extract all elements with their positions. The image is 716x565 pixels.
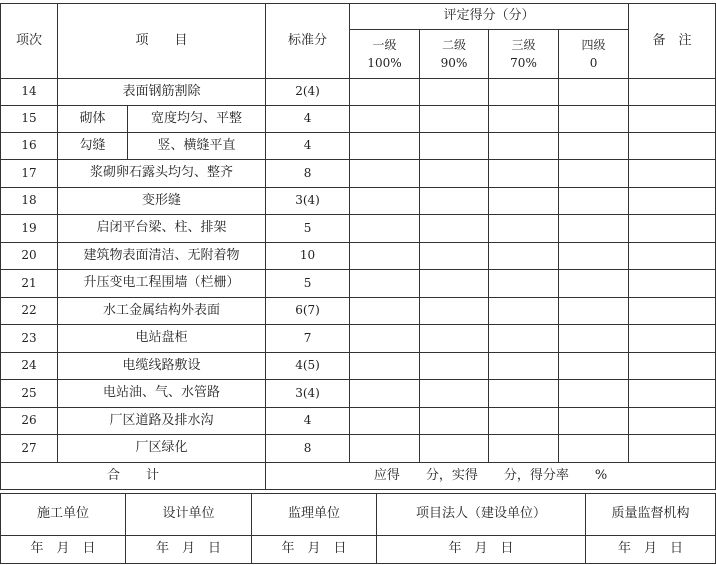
- score-cell-grade-3: [489, 408, 559, 435]
- header-index: 项次: [1, 4, 58, 79]
- remark-cell: [629, 298, 716, 325]
- score-cell-grade-4: [559, 133, 629, 160]
- row-standard-score: 3(4): [266, 380, 350, 408]
- grade-2-pct: 90%: [440, 56, 468, 70]
- unit-project-owner: 项目法人（建设单位）: [377, 494, 586, 536]
- score-cell-grade-2: [420, 325, 489, 353]
- row-index: 24: [1, 353, 58, 380]
- table-row: [1, 215, 716, 243]
- header-row-1: [1, 4, 716, 30]
- score-cell-grade-2: [420, 160, 489, 188]
- grade-3-header: [489, 30, 559, 79]
- score-cell-grade-1: [350, 215, 420, 243]
- date-supervision: 年 月 日: [252, 536, 377, 564]
- score-cell-grade-4: [559, 270, 629, 298]
- score-cell-grade-2: [420, 408, 489, 435]
- row-index: 14: [1, 79, 58, 106]
- score-cell-grade-4: [559, 353, 629, 380]
- grade-3-pct: 70%: [510, 56, 537, 70]
- score-cell-grade-3: [489, 435, 559, 463]
- score-cell-grade-1: [350, 160, 420, 188]
- row-standard-score: 4: [266, 408, 350, 435]
- score-table: [0, 3, 716, 490]
- row-item: 变形缝: [58, 188, 266, 215]
- header-score-group: 评定得分（分）: [350, 4, 629, 30]
- remark-cell: [629, 133, 716, 160]
- score-cell-grade-2: [420, 298, 489, 325]
- score-cell-grade-4: [559, 325, 629, 353]
- signature-table: [0, 493, 716, 564]
- table-row: [1, 298, 716, 325]
- remark-cell: [629, 106, 716, 133]
- signature-units-row: [1, 494, 716, 536]
- score-cell-grade-2: [420, 270, 489, 298]
- row-index: 19: [1, 215, 58, 243]
- row-item: 建筑物表面清洁、无附着物: [58, 243, 266, 270]
- score-cell-grade-4: [559, 243, 629, 270]
- table-row: [1, 408, 716, 435]
- score-cell-grade-2: [420, 243, 489, 270]
- row-index: 25: [1, 380, 58, 408]
- score-cell-grade-1: [350, 188, 420, 215]
- score-cell-grade-1: [350, 79, 420, 106]
- remark-cell: [629, 160, 716, 188]
- row-index: 22: [1, 298, 58, 325]
- header-standard-score: 标准分: [266, 4, 350, 79]
- header-remark: 备 注: [629, 4, 716, 79]
- table-row: [1, 160, 716, 188]
- total-label: 合 计: [1, 463, 266, 490]
- grade-4-pct: 0: [589, 56, 598, 70]
- score-cell-grade-3: [489, 188, 559, 215]
- row-item: 厂区道路及排水沟: [58, 408, 266, 435]
- score-cell-grade-4: [559, 435, 629, 463]
- row-item: 水工金属结构外表面: [58, 298, 266, 325]
- score-cell-grade-3: [489, 215, 559, 243]
- row-index: 26: [1, 408, 58, 435]
- score-cell-grade-2: [420, 353, 489, 380]
- row-standard-score: 6(7): [266, 298, 350, 325]
- score-cell-grade-2: [420, 380, 489, 408]
- row-group: 砌体: [58, 106, 128, 133]
- row-item: 电站油、气、水管路: [58, 380, 266, 408]
- total-row: [1, 463, 716, 490]
- row-group: 勾缝: [58, 133, 128, 160]
- grade-1-name: 一级: [372, 38, 397, 52]
- row-item: 升压变电工程围墙（栏栅）: [58, 270, 266, 298]
- unit-quality-supervision: 质量监督机构: [586, 494, 716, 536]
- table-row: [1, 79, 716, 106]
- row-index: 23: [1, 325, 58, 353]
- header-item: 项 目: [58, 4, 266, 79]
- row-item: 浆砌卵石露头均匀、整齐: [58, 160, 266, 188]
- score-cell-grade-2: [420, 133, 489, 160]
- date-construction: 年 月 日: [1, 536, 126, 564]
- total-summary: 应得 分，实得 分，得分率 %: [266, 463, 716, 490]
- row-standard-score: 5: [266, 215, 350, 243]
- remark-cell: [629, 188, 716, 215]
- row-index: 17: [1, 160, 58, 188]
- row-item: 电站盘柜: [58, 325, 266, 353]
- row-standard-score: 4: [266, 133, 350, 160]
- score-cell-grade-3: [489, 380, 559, 408]
- remark-cell: [629, 408, 716, 435]
- signature-dates-row: [1, 536, 716, 564]
- table-row: [1, 353, 716, 380]
- row-standard-score: 4(5): [266, 353, 350, 380]
- grade-1-header: [350, 30, 420, 79]
- row-index: 18: [1, 188, 58, 215]
- date-project-owner: 年 月 日: [377, 536, 586, 564]
- table-row: [1, 243, 716, 270]
- grade-4-header: [559, 30, 629, 79]
- date-design: 年 月 日: [126, 536, 252, 564]
- table-row: [1, 106, 716, 133]
- score-cell-grade-4: [559, 215, 629, 243]
- score-cell-grade-4: [559, 298, 629, 325]
- score-cell-grade-4: [559, 160, 629, 188]
- row-index: 20: [1, 243, 58, 270]
- remark-cell: [629, 270, 716, 298]
- score-cell-grade-4: [559, 106, 629, 133]
- table-row: [1, 133, 716, 160]
- score-cell-grade-2: [420, 188, 489, 215]
- table-row: [1, 380, 716, 408]
- score-cell-grade-3: [489, 270, 559, 298]
- row-item: 宽度均匀、平整: [128, 106, 266, 133]
- row-standard-score: 8: [266, 435, 350, 463]
- remark-cell: [629, 353, 716, 380]
- score-cell-grade-2: [420, 106, 489, 133]
- table-row: [1, 188, 716, 215]
- grade-1-pct: 100%: [367, 56, 402, 70]
- remark-cell: [629, 243, 716, 270]
- score-cell-grade-3: [489, 133, 559, 160]
- unit-design: 设计单位: [126, 494, 252, 536]
- row-index: 15: [1, 106, 58, 133]
- table-row: [1, 270, 716, 298]
- date-quality-supervision: 年 月 日: [586, 536, 716, 564]
- score-cell-grade-1: [350, 270, 420, 298]
- table-row: [1, 435, 716, 463]
- row-index: 21: [1, 270, 58, 298]
- score-cell-grade-1: [350, 380, 420, 408]
- row-standard-score: 8: [266, 160, 350, 188]
- remark-cell: [629, 215, 716, 243]
- score-cell-grade-1: [350, 298, 420, 325]
- row-item: 竖、横缝平直: [128, 133, 266, 160]
- score-cell-grade-3: [489, 243, 559, 270]
- score-cell-grade-1: [350, 353, 420, 380]
- score-cell-grade-2: [420, 215, 489, 243]
- row-index: 27: [1, 435, 58, 463]
- row-item: 启闭平台梁、柱、排架: [58, 215, 266, 243]
- row-standard-score: 2(4): [266, 79, 350, 106]
- score-cell-grade-1: [350, 408, 420, 435]
- table-row: [1, 325, 716, 353]
- score-cell-grade-1: [350, 435, 420, 463]
- score-cell-grade-3: [489, 353, 559, 380]
- score-cell-grade-1: [350, 243, 420, 270]
- score-cell-grade-2: [420, 435, 489, 463]
- row-standard-score: 3(4): [266, 188, 350, 215]
- score-cell-grade-4: [559, 188, 629, 215]
- score-cell-grade-1: [350, 325, 420, 353]
- score-cell-grade-3: [489, 106, 559, 133]
- score-cell-grade-3: [489, 79, 559, 106]
- row-standard-score: 4: [266, 106, 350, 133]
- grade-2-name: 二级: [442, 38, 467, 52]
- score-cell-grade-1: [350, 133, 420, 160]
- remark-cell: [629, 435, 716, 463]
- grade-3-name: 三级: [511, 38, 536, 52]
- row-standard-score: 7: [266, 325, 350, 353]
- row-item: 电缆线路敷设: [58, 353, 266, 380]
- score-cell-grade-1: [350, 106, 420, 133]
- score-cell-grade-4: [559, 79, 629, 106]
- remark-cell: [629, 325, 716, 353]
- grade-4-name: 四级: [581, 38, 606, 52]
- unit-construction: 施工单位: [1, 494, 126, 536]
- score-cell-grade-4: [559, 380, 629, 408]
- row-standard-score: 5: [266, 270, 350, 298]
- remark-cell: [629, 380, 716, 408]
- remark-cell: [629, 79, 716, 106]
- score-cell-grade-3: [489, 298, 559, 325]
- score-cell-grade-2: [420, 79, 489, 106]
- score-cell-grade-3: [489, 160, 559, 188]
- score-cell-grade-3: [489, 325, 559, 353]
- row-index: 16: [1, 133, 58, 160]
- row-item: 厂区绿化: [58, 435, 266, 463]
- grade-2-header: [420, 30, 489, 79]
- unit-supervision: 监理单位: [252, 494, 377, 536]
- row-standard-score: 10: [266, 243, 350, 270]
- row-item: 表面钢筋割除: [58, 79, 266, 106]
- score-cell-grade-4: [559, 408, 629, 435]
